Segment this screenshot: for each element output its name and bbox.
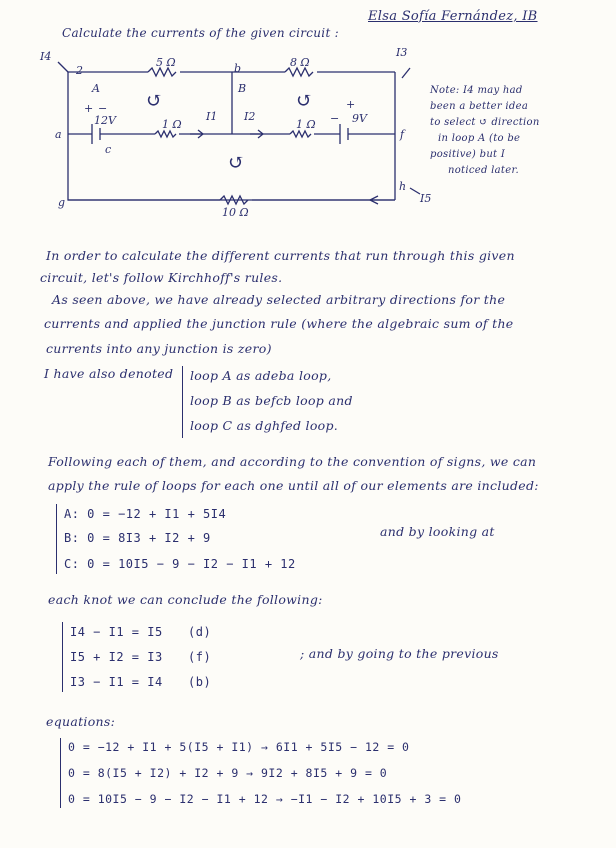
label-r8: 8 Ω <box>290 56 310 69</box>
loop-def: loop C as dghfed loop. <box>190 418 339 433</box>
note-line: in loop A (to be <box>438 133 521 144</box>
label-9v: 9V <box>352 112 367 125</box>
knot-eq-tag: (d) <box>188 625 212 639</box>
label-loop-a: A <box>92 82 100 95</box>
label-minus-left: − <box>98 102 108 115</box>
label-node-2: 2 <box>76 64 83 77</box>
label-r1-right: 1 Ω <box>296 118 316 131</box>
label-node-f: f <box>400 128 405 141</box>
author-name: Elsa Sofía Fernández, IB <box>368 9 538 24</box>
knot-eq-tag: (f) <box>188 650 212 664</box>
para-line: currents and applied the junction rule (where the algebraic sum of the <box>44 316 514 331</box>
equations-word: equations: <box>46 714 116 729</box>
label-node-h: h <box>399 180 407 193</box>
knot-eq: I3 − I1 = I4 <box>70 675 163 689</box>
loop-eqs-bracket <box>56 504 57 574</box>
label-r1-left: 1 Ω <box>162 118 182 131</box>
side-note <box>430 86 580 176</box>
para-line: As seen above, we have already selected arbitrary directions for the <box>52 292 506 307</box>
label-plus-right: + <box>346 98 356 111</box>
para-line: Following each of them, and according to the convention of signs, we can <box>48 454 537 469</box>
loop-symbol-c: ↺ <box>228 150 245 174</box>
label-i3: I3 <box>396 46 408 59</box>
note-line: to select ↺ direction <box>430 117 540 128</box>
loop-eqs-side: and by looking at <box>380 524 495 539</box>
label-node-c: c <box>105 143 112 156</box>
label-r10: 10 Ω <box>222 206 249 219</box>
knot-eq-tag: (b) <box>188 675 212 689</box>
loops-bracket <box>182 366 183 438</box>
loop-eq: B: 0 = 8I3 + I2 + 9 <box>64 531 211 545</box>
loop-eq: A: 0 = −12 + I1 + 5I4 <box>64 507 227 521</box>
para-line: In order to calculate the different currents that run through this given <box>46 248 515 263</box>
para-line: currents into any junction is zero) <box>46 341 272 356</box>
note-line: noticed later. <box>448 165 519 176</box>
label-loop-b: B <box>238 82 247 95</box>
label-i2: I2 <box>244 110 256 123</box>
sub-eq: 0 = 8(I5 + I2) + I2 + 9 → 9I2 + 8I5 + 9 = 0 <box>68 766 388 780</box>
note-line: positive) but I <box>430 149 506 160</box>
knot-side: ; and by going to the previous <box>300 646 499 661</box>
label-i4: I4 <box>40 50 52 63</box>
label-i5: I5 <box>420 192 432 205</box>
note-line: Note: I4 may had <box>430 85 523 96</box>
note-line: been a better idea <box>430 101 529 112</box>
loops-intro: I have also denoted <box>44 366 174 381</box>
knot-eqs-bracket <box>62 622 63 692</box>
loop-symbol-a: ↺ <box>146 88 163 112</box>
each-knot-line: each knot we can conclude the following: <box>48 592 323 607</box>
label-node-g: g <box>58 196 66 209</box>
label-plus-left: + <box>84 102 94 115</box>
sub-eqs-bracket <box>60 738 61 808</box>
sub-eq: 0 = −12 + I1 + 5(I5 + I1) → 6I1 + 5I5 − 12 = 0 <box>68 740 410 754</box>
knot-eq: I5 + I2 = I3 <box>70 650 163 664</box>
label-node-a: a <box>55 128 62 141</box>
loop-def: loop B as befcb loop and <box>190 393 353 408</box>
para-line: circuit, let's follow Kirchhoff's rules. <box>40 270 283 285</box>
problem-prompt: Calculate the currents of the given circuit : <box>62 26 340 40</box>
knot-eq: I4 − I1 = I5 <box>70 625 163 639</box>
loop-def: loop A as adeba loop, <box>190 368 332 383</box>
label-node-b: b <box>234 62 242 75</box>
label-r5: 5 Ω <box>156 56 176 69</box>
para-line: apply the rule of loops for each one until all of our elements are included: <box>48 478 539 493</box>
sub-eq: 0 = 10I5 − 9 − I2 − I1 + 12 → −I1 − I2 + 10I5 + 3 = 0 <box>68 792 462 806</box>
label-minus-right: − <box>330 112 340 125</box>
label-12v: 12V <box>94 114 116 127</box>
label-i1: I1 <box>206 110 218 123</box>
loop-eq: C: 0 = 10I5 − 9 − I2 − I1 + 12 <box>64 557 296 571</box>
loop-symbol-b: ↺ <box>296 88 313 112</box>
